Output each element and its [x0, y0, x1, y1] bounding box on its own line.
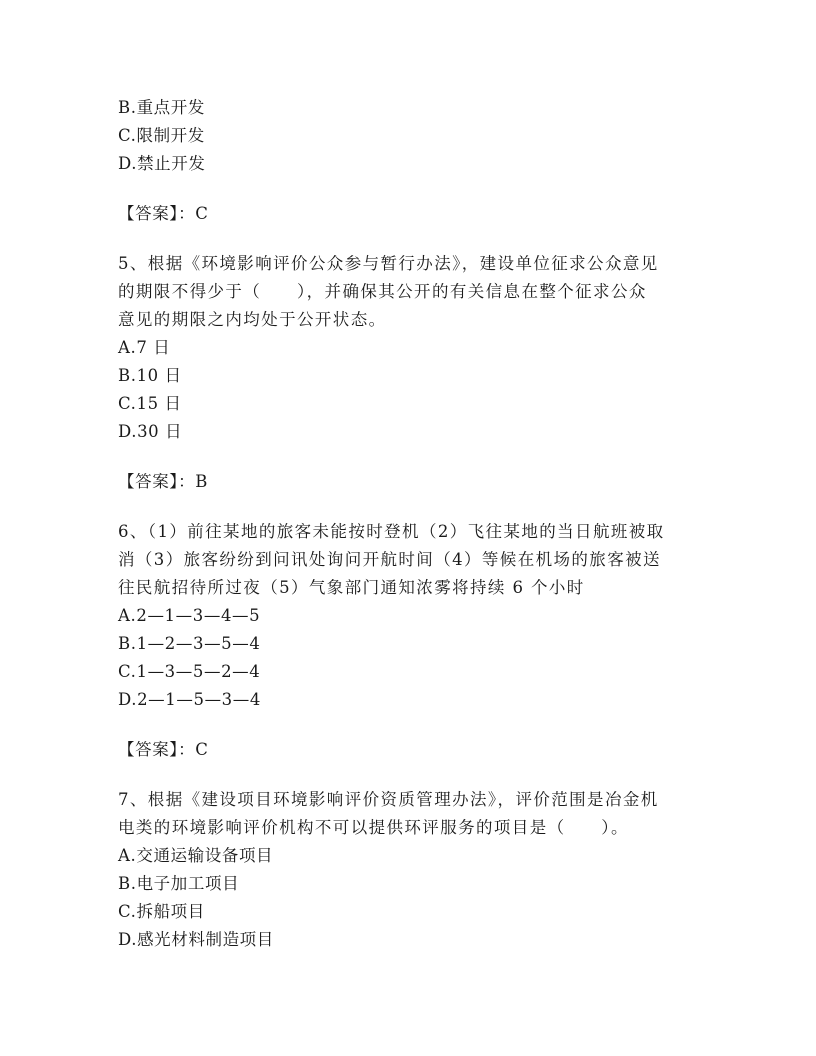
- answer-line: 【答案】：C: [118, 204, 209, 223]
- question-text-line: 7、根据《建设项目环境影响评价资质管理办法》，评价范围是冶金机: [118, 790, 659, 809]
- question-6: [118, 518, 698, 602]
- question-5: [118, 250, 698, 334]
- question-text-line: 的期限不得少于（ ），并确保其公开的有关信息在整个征求公众: [118, 282, 647, 301]
- answer-line: 【答案】：B: [118, 472, 208, 491]
- question-7-options: [118, 842, 698, 954]
- question-text-line: 意见的期限之内均处于公开状态。: [118, 310, 387, 329]
- question-text-line: 5、根据《环境影响评价公众参与暂行办法》，建设单位征求公众意见: [118, 254, 659, 273]
- option-a: A.交通运输设备项目: [118, 846, 274, 865]
- option-b: B.10 日: [118, 366, 182, 385]
- question-text-line: 6、（1）前往某地的旅客未能按时登机（2）飞往某地的当日航班被取: [118, 522, 665, 541]
- option-c: C.拆船项目: [118, 902, 205, 921]
- question-4-tail: [118, 94, 698, 228]
- question-5-options: [118, 334, 698, 496]
- answer-line: 【答案】：C: [118, 740, 209, 759]
- question-6-options: [118, 602, 698, 764]
- option-b: B.1—2—3—5—4: [118, 634, 261, 653]
- option-d: D.禁止开发: [118, 154, 206, 173]
- question-7: [118, 786, 698, 842]
- option-a: A.2—1—3—4—5: [118, 606, 261, 625]
- question-text-line: 电类的环境影响评价机构不可以提供环评服务的项目是（ ）。: [118, 818, 629, 837]
- option-d: D.2—1—5—3—4: [118, 690, 261, 709]
- option-c: C.1—3—5—2—4: [118, 662, 261, 681]
- question-text-line: 消（3）旅客纷纷到问讯处询问开航时间（4）等候在机场的旅客被送: [118, 550, 661, 569]
- option-d: D.30 日: [118, 422, 183, 441]
- option-a: A.7 日: [118, 338, 171, 357]
- option-b: B.重点开发: [118, 98, 205, 117]
- question-text-line: 往民航招待所过夜（5）气象部门通知浓雾将持续 6 个小时: [118, 578, 585, 597]
- option-b: B.电子加工项目: [118, 874, 240, 893]
- option-d: D.感光材料制造项目: [118, 930, 274, 949]
- option-c: C.15 日: [118, 394, 182, 413]
- document-page: [118, 94, 698, 954]
- option-c: C.限制开发: [118, 126, 205, 145]
